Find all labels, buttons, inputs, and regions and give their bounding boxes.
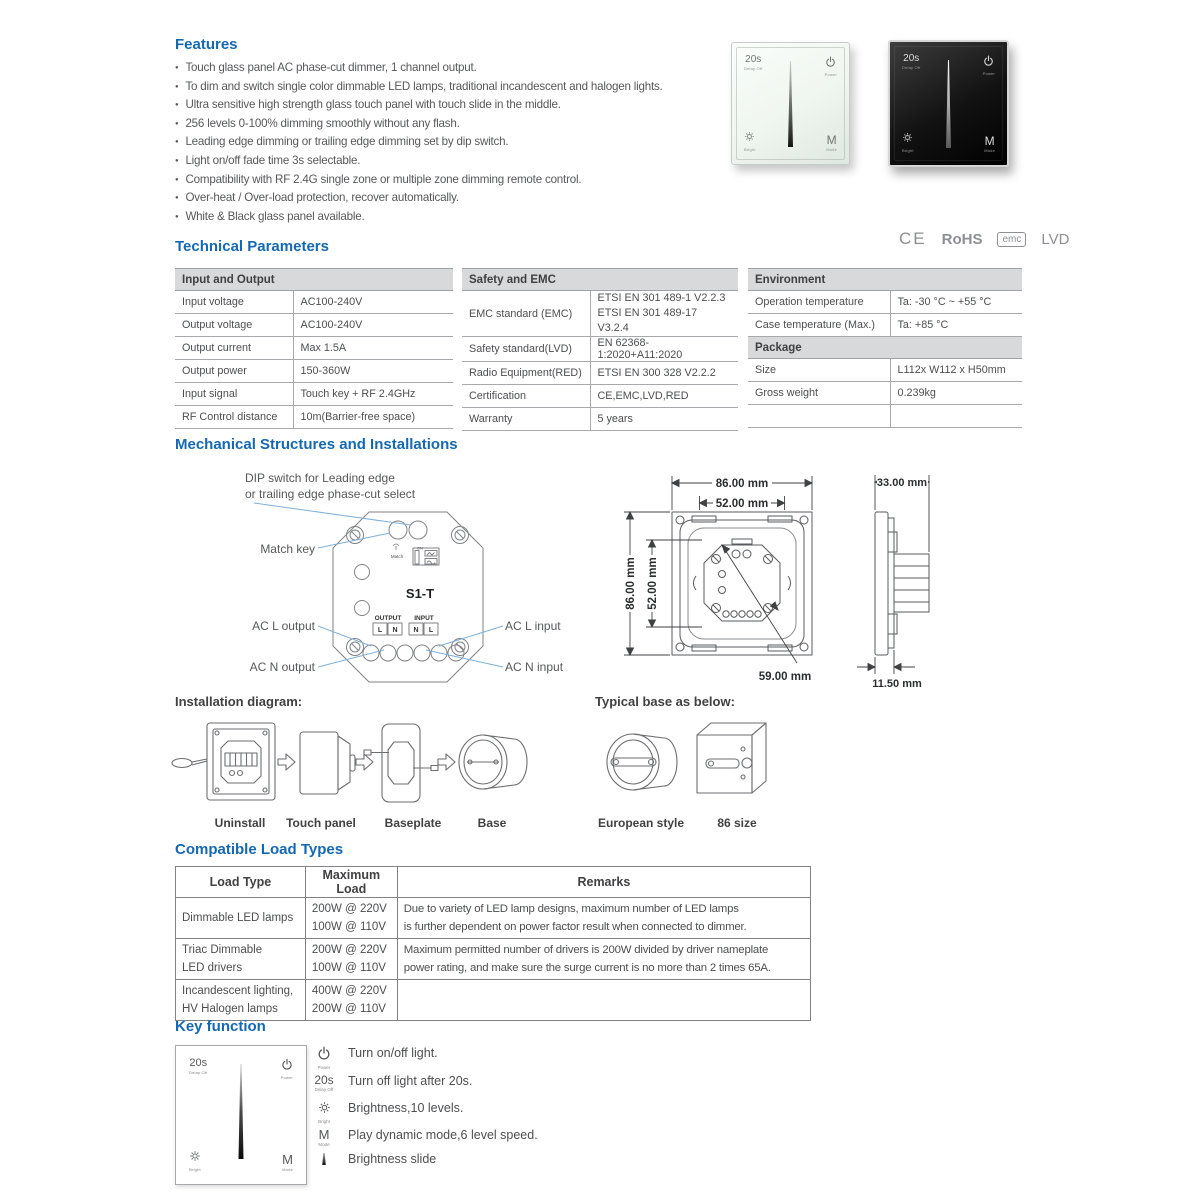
param-value: AC100-240V xyxy=(293,314,453,337)
param-label: Safety standard(LVD) xyxy=(462,337,590,362)
power-icon xyxy=(317,1046,331,1060)
key-function-title: Key function xyxy=(175,1018,266,1035)
load-type: Incandescent lighting, xyxy=(182,985,294,997)
acn-output-callout: AC N output xyxy=(249,660,315,674)
load-type: HV Halogen lamps xyxy=(182,1003,278,1015)
param-label: Size xyxy=(748,359,890,382)
empty-cell xyxy=(748,405,890,428)
feature-item: ● Over-heat / Over-load protection, recover automatically. xyxy=(175,189,663,208)
delay-key xyxy=(189,1058,207,1075)
typical-base-title: Typical base as below: xyxy=(595,694,735,709)
param-value: 5 years xyxy=(590,408,738,431)
param-value: Ta: +85 °C xyxy=(890,314,1022,337)
param-value: CE,EMC,LVD,RED xyxy=(590,385,738,408)
bright-sub-label: Bright xyxy=(744,147,756,152)
mechanical-title: Mechanical Structures and Installations xyxy=(175,436,458,453)
remark: power rating, and make sure the surge current is no more than 2 times 65A. xyxy=(403,962,771,974)
param-value: Touch key + RF 2.4GHz xyxy=(293,383,453,406)
param-label: Output voltage xyxy=(175,314,293,337)
mech-screws xyxy=(712,555,773,613)
param-label: Case temperature (Max.) xyxy=(748,314,890,337)
delay-label: 20s xyxy=(745,54,762,65)
feature-item: ● Touch glass panel AC phase-cut dimmer, 1 channel output. xyxy=(175,59,663,78)
dim-depth-33: 33.00 mm xyxy=(876,477,928,489)
bright-key xyxy=(902,131,914,153)
key-function-text: Turn on/off light. xyxy=(348,1046,438,1060)
key-function-item xyxy=(312,1101,463,1124)
lvd-mark: LVD xyxy=(1041,230,1070,248)
remark: is further dependent on power factor result when connected to dimmer. xyxy=(403,921,747,933)
max-load: 200W @ 110V xyxy=(311,1003,386,1015)
param-label: Input signal xyxy=(175,383,293,406)
feature-item: ● 256 levels 0-100% dimming smoothly without any flash. xyxy=(175,115,663,134)
delay-sub-label: Delay Off xyxy=(744,66,763,71)
param-value: AC100-240V xyxy=(293,291,453,314)
leader-lines xyxy=(254,503,503,667)
param-value: Ta: -30 °C ~ +55 °C xyxy=(890,291,1022,314)
feature-item: ● Compatibility with RF 2.4G single zone or multiple zone dimming remote control. xyxy=(175,171,663,190)
power-key xyxy=(281,1058,293,1080)
installation-title: Installation diagram: xyxy=(175,694,303,709)
screw-icon xyxy=(676,516,808,651)
ce-mark: CE xyxy=(899,229,927,248)
baseplate-figure xyxy=(364,724,438,802)
device-rear-diagram xyxy=(175,462,595,697)
typical-base-diagram xyxy=(600,710,790,810)
load-type: Dimmable LED lamps xyxy=(182,912,294,924)
features-list xyxy=(175,59,663,226)
empty-cell xyxy=(890,405,1022,428)
base-label-86size: 86 size xyxy=(717,816,757,830)
table-row xyxy=(176,898,811,939)
acl-output-callout: AC L output xyxy=(252,619,315,633)
acl-input-callout: AC L input xyxy=(505,619,561,633)
key-function-item xyxy=(312,1074,472,1092)
table-header: Safety and EMC xyxy=(462,269,738,291)
max-load: 100W @ 110V xyxy=(311,921,386,933)
step-label-touch-panel: Touch panel xyxy=(286,816,356,830)
screwdriver-icon xyxy=(172,759,207,768)
arrow-right-icon xyxy=(278,754,295,770)
max-load: 200W @ 220V xyxy=(311,944,387,956)
arrow-right-icon xyxy=(356,754,373,770)
bright-sub-label: Bright xyxy=(189,1167,201,1172)
param-label: Certification xyxy=(462,385,590,408)
side-wings xyxy=(694,576,791,590)
key-function-text: Brightness slide xyxy=(348,1152,437,1166)
table-header: Input and Output xyxy=(175,269,453,291)
dim-width-52: 52.00 mm xyxy=(715,498,769,510)
table-header: Environment xyxy=(748,269,1022,291)
mode-key xyxy=(984,135,995,153)
param-value xyxy=(590,291,738,337)
param-value: EN 62368-1:2020+A11:2020 xyxy=(590,337,738,362)
match-key-callout: Match key xyxy=(260,542,315,556)
emc-standard-line1: ETSI EN 301 489-1 V2.2.3 xyxy=(597,292,726,304)
mode-key xyxy=(826,134,837,152)
load-types-table xyxy=(175,866,811,1021)
delay-label: 20s xyxy=(903,53,920,64)
icon-sub-label: Bright xyxy=(318,1118,330,1124)
brightness-sun-icon xyxy=(189,1150,201,1162)
dimension-side-view xyxy=(845,462,960,697)
mode-sub-label: Mode xyxy=(826,147,837,152)
rohs-mark: RoHS xyxy=(941,230,983,248)
mode-m-icon: M xyxy=(318,1127,330,1142)
max-load: 100W @ 110V xyxy=(311,962,386,974)
key-function-item xyxy=(312,1152,436,1170)
max-load: 200W @ 220V xyxy=(311,903,387,915)
table-row xyxy=(176,939,811,980)
param-label: EMC standard (EMC) xyxy=(462,291,590,337)
touch-slider xyxy=(785,61,796,147)
touch-slider xyxy=(943,60,954,148)
emc-mark: emc xyxy=(997,232,1026,247)
delay-key xyxy=(744,55,762,71)
base-label-european: European style xyxy=(597,816,685,830)
col-header-remarks: Remarks xyxy=(397,867,810,898)
delay-20s-icon: 20s xyxy=(314,1073,334,1087)
icon-sub-label: Power xyxy=(317,1064,331,1070)
table-row xyxy=(176,980,811,1021)
param-value: L112x W112 x H50mm xyxy=(890,359,1022,382)
dim-width-86: 86.00 mm xyxy=(715,478,769,490)
match-antenna-icon xyxy=(393,544,399,550)
product-image-white-panel xyxy=(731,42,850,165)
dim-height-52: 52.00 mm xyxy=(647,557,659,610)
certification-logos xyxy=(899,229,1069,249)
brightness-sun-icon xyxy=(318,1101,331,1114)
delay-key xyxy=(902,54,920,70)
key-function-item xyxy=(312,1046,438,1070)
param-value: ETSI EN 300 328 V2.2.2 xyxy=(590,362,738,385)
dip-callout-line2: or trailing edge phase-cut select xyxy=(245,487,416,501)
param-label: Operation temperature xyxy=(748,291,890,314)
remark: Due to variety of LED lamp designs, maximum number of LED lamps xyxy=(403,903,739,915)
brightness-sun-icon xyxy=(902,132,913,143)
power-key xyxy=(825,55,837,77)
param-label: Input voltage xyxy=(175,291,293,314)
touch-slider xyxy=(235,1064,247,1159)
model-label: S1-T xyxy=(405,586,435,601)
bright-key xyxy=(744,130,756,152)
uninstall-figure xyxy=(207,723,275,800)
product-image-black-panel xyxy=(888,40,1009,167)
feature-item: ● White & Black glass panel available. xyxy=(175,208,663,227)
load-type: Triac Dimmable xyxy=(182,944,263,956)
bright-sub-label: Bright xyxy=(902,148,914,153)
brightness-slider-icon xyxy=(320,1152,328,1166)
feature-item: ● Ultra sensitive high strength glass touch panel with touch slide in the middle. xyxy=(175,96,663,115)
delay-sub-label: Delay Off xyxy=(189,1070,208,1075)
param-label: Output power xyxy=(175,360,293,383)
touch-panel-figure xyxy=(300,732,355,794)
terminal-letter: N xyxy=(392,627,398,634)
power-icon xyxy=(825,56,836,67)
dimension-front-view xyxy=(600,462,855,697)
terminal-letter: L xyxy=(428,627,434,634)
remark: Maximum permitted number of drivers is 200W divided by driver nameplate xyxy=(403,944,769,956)
feature-item: ● Leading edge dimming or trailing edge dimming set by dip switch. xyxy=(175,133,663,152)
param-value: 0.239kg xyxy=(890,382,1022,405)
col-header-max-load: Maximum Load xyxy=(305,867,397,898)
step-label-base: Base xyxy=(477,816,507,830)
key-function-panel xyxy=(175,1045,307,1185)
key-function-text: Play dynamic mode,6 level speed. xyxy=(348,1128,538,1142)
param-label: RF Control distance xyxy=(175,406,293,429)
key-function-text: Brightness,10 levels. xyxy=(348,1101,464,1115)
mode-label: M xyxy=(282,1152,293,1167)
brightness-sun-icon xyxy=(744,131,755,142)
match-small-label: Match xyxy=(390,554,404,559)
power-icon xyxy=(281,1058,293,1070)
terminal-letter: L xyxy=(377,627,383,634)
mode-label: M xyxy=(826,133,837,147)
param-label: Radio Equipment(RED) xyxy=(462,362,590,385)
installation-steps-diagram xyxy=(170,710,550,810)
key-function-item xyxy=(312,1128,538,1147)
input-terminal-label: INPUT xyxy=(414,615,434,622)
input-output-table xyxy=(175,268,453,429)
mode-sub-label: Mode xyxy=(984,148,995,153)
param-value: 10m(Barrier-free space) xyxy=(293,406,453,429)
mode-label: M xyxy=(984,134,995,148)
bright-key xyxy=(189,1150,201,1172)
output-terminal-label: OUTPUT xyxy=(374,615,402,622)
tech-params-title: Technical Parameters xyxy=(175,238,329,255)
param-label: Output current xyxy=(175,337,293,360)
acn-input-callout: AC N input xyxy=(505,660,564,674)
delay-label: 20s xyxy=(189,1057,208,1069)
european-base-figure xyxy=(607,734,677,790)
delay-sub-label: Delay Off xyxy=(902,65,921,70)
table-header: Package xyxy=(748,337,1022,359)
environment-package-table xyxy=(748,268,1022,428)
power-key xyxy=(983,54,995,76)
emc-standard-line2: ETSI EN 301 489-17 V3.2.4 xyxy=(597,307,698,334)
mode-key xyxy=(282,1153,293,1172)
mode-sub-label: Mode xyxy=(282,1167,293,1172)
dim-height-86: 86.00 mm xyxy=(625,557,637,610)
safety-emc-table xyxy=(462,268,738,431)
dim-depth-115: 11.50 mm xyxy=(872,678,922,690)
terminal-letter: N xyxy=(413,627,419,634)
key-function-text: Turn off light after 20s. xyxy=(348,1074,473,1088)
power-icon xyxy=(983,55,994,66)
icon-sub-label: Delay Off xyxy=(314,1086,334,1092)
dim-diagonal-59: 59.00 mm xyxy=(758,671,812,683)
param-label: Warranty xyxy=(462,408,590,431)
max-load: 400W @ 220V xyxy=(311,985,387,997)
param-value: 150-360W xyxy=(293,360,453,383)
param-value: Max 1.5A xyxy=(293,337,453,360)
arrow-right-icon xyxy=(438,754,455,770)
base-figure xyxy=(459,735,527,789)
load-types-title: Compatible Load Types xyxy=(175,841,344,858)
feature-item: ● Light on/off fade time 3s selectable. xyxy=(175,152,663,171)
power-sub-label: Power xyxy=(982,71,995,76)
load-type: LED drivers xyxy=(182,962,243,974)
step-label-uninstall: Uninstall xyxy=(214,816,266,830)
86-size-box-figure xyxy=(697,723,766,793)
feature-item: ● To dim and switch single color dimmable LED lamps, traditional incandescent and halogen lights. xyxy=(175,78,663,97)
param-label: Gross weight xyxy=(748,382,890,405)
dip-on-label: ON xyxy=(417,546,423,551)
step-label-baseplate: Baseplate xyxy=(384,816,442,830)
icon-sub-label: Mode xyxy=(318,1141,330,1147)
features-title: Features xyxy=(175,36,238,53)
power-sub-label: Power xyxy=(280,1075,293,1080)
power-sub-label: Power xyxy=(824,72,837,77)
col-header-load-type: Load Type xyxy=(176,867,306,898)
dip-callout-line1: DIP switch for Leading edge xyxy=(245,471,395,485)
